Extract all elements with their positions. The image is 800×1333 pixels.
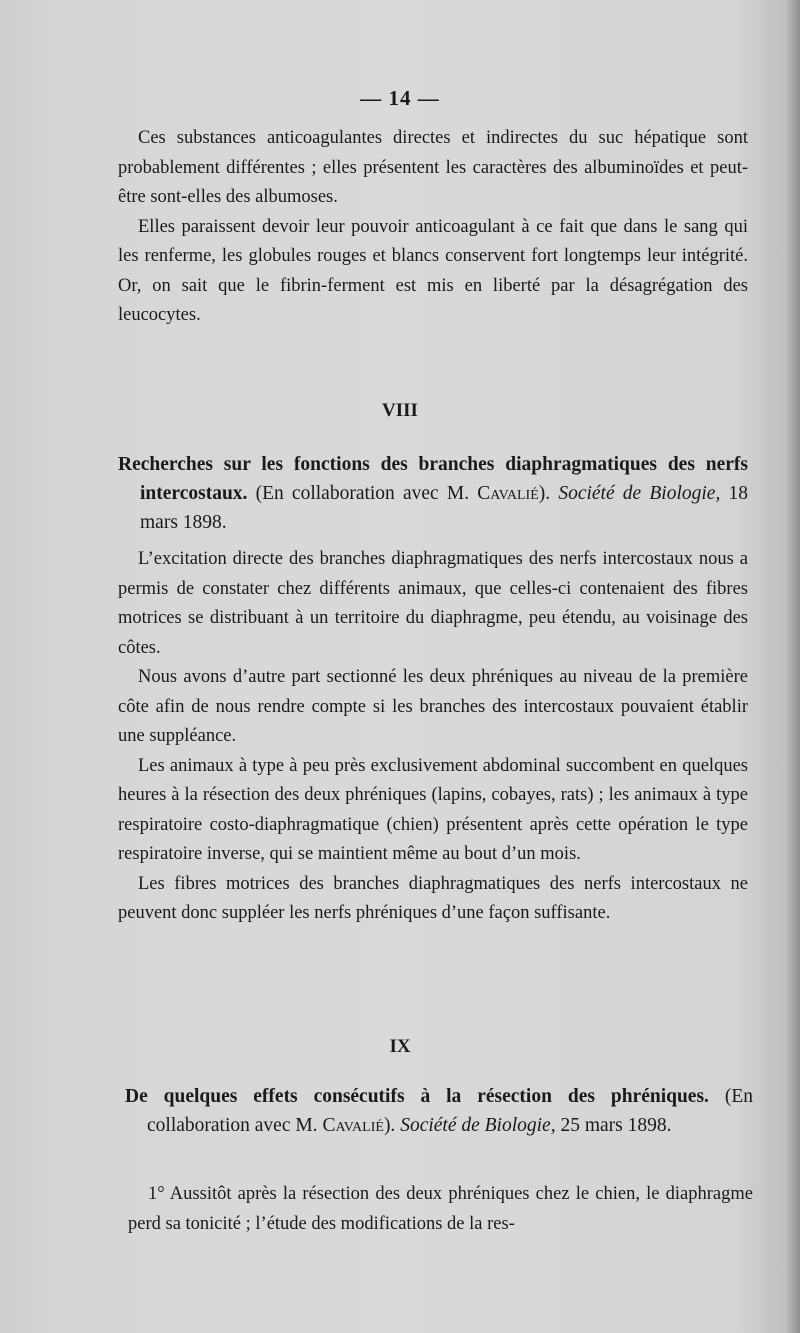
section-number-viii: VIII bbox=[382, 400, 418, 421]
publication-date: 25 mars 1898. bbox=[555, 1115, 672, 1136]
collab-suffix: ). bbox=[383, 1115, 401, 1136]
collab-suffix: ). bbox=[538, 483, 559, 504]
paragraph: Ces substances anticoagulantes directes et indirectes du suc hépatique sont probablement différentes ; elles présentent les caractères des albuminoïdes et peut-être sont-elles des albumoses. bbox=[118, 128, 748, 207]
section-title-ix bbox=[125, 1082, 753, 1140]
intro-text-block bbox=[118, 124, 748, 331]
paragraph: Les animaux à type à peu près exclusivement abdominal succombent en quelques heures à la résection des deux phréniques (lapins, cobayes, rats) ; les animaux à type respiratoire costo-diaphragmatique (chien) présentent après cette opération le type respiratoire inverse, qui se maintient même au bout d’un mois. bbox=[118, 755, 748, 864]
collaborator-name: Cavalié bbox=[322, 1115, 384, 1136]
title-bold: De quelques effets consécutifs à la résection des phréniques. bbox=[125, 1086, 709, 1107]
collaborator-name: Cavalié bbox=[477, 483, 539, 504]
section-title-viii bbox=[118, 450, 748, 537]
section-viii-body bbox=[118, 545, 748, 929]
publication-date: 18 mars 1898. bbox=[140, 483, 749, 533]
journal-name: Société de Biologie, bbox=[558, 483, 721, 504]
paragraph: 1° Aussitôt après la résection des deux phréniques chez le chien, le diaphragme perd sa tonicité ; l’étude des modifications de la res- bbox=[128, 1184, 753, 1234]
paragraph: Nous avons d’autre part sectionné les deux phréniques au niveau de la première côte afin de nous rendre compte si les branches des intercostaux pouvaient établir une suppléance. bbox=[118, 667, 748, 746]
paragraph: Elles paraissent devoir leur pouvoir anticoagulant à ce fait que dans le sang qui les renferme, les globules rouges et blancs conservent fort longtemps leur intégrité. Or, on sait que le fibrin-ferment est mis en liberté par la désagrégation des leucocytes. bbox=[118, 216, 748, 325]
paragraph: L’excitation directe des branches diaphragmatiques des nerfs intercostaux nous a permis de constater chez différents animaux, que celles-ci contenaient des fibres motrices se distribuant à un territoire du diaphragme, peu étendu, au voisinage des côtes. bbox=[118, 549, 748, 658]
collab-prefix: (En collaboration avec M. bbox=[247, 483, 478, 504]
section-number-ix: IX bbox=[389, 1036, 411, 1057]
journal-name: Société de Biologie, bbox=[400, 1115, 556, 1136]
section-ix-body bbox=[128, 1180, 753, 1239]
title-bold: Recherches sur les fonctions des branches diaphragmatiques des nerfs intercostaux. bbox=[118, 454, 748, 504]
collab-prefix: (En collaboration avec M. bbox=[147, 1086, 754, 1136]
paragraph: Les fibres motrices des branches diaphragmatiques des nerfs intercostaux ne peuvent donc suppléer les nerfs phréniques d’une façon suffisante. bbox=[118, 873, 748, 923]
page-edge-shadow bbox=[786, 0, 800, 1333]
page-number: — 14 — bbox=[360, 86, 440, 110]
